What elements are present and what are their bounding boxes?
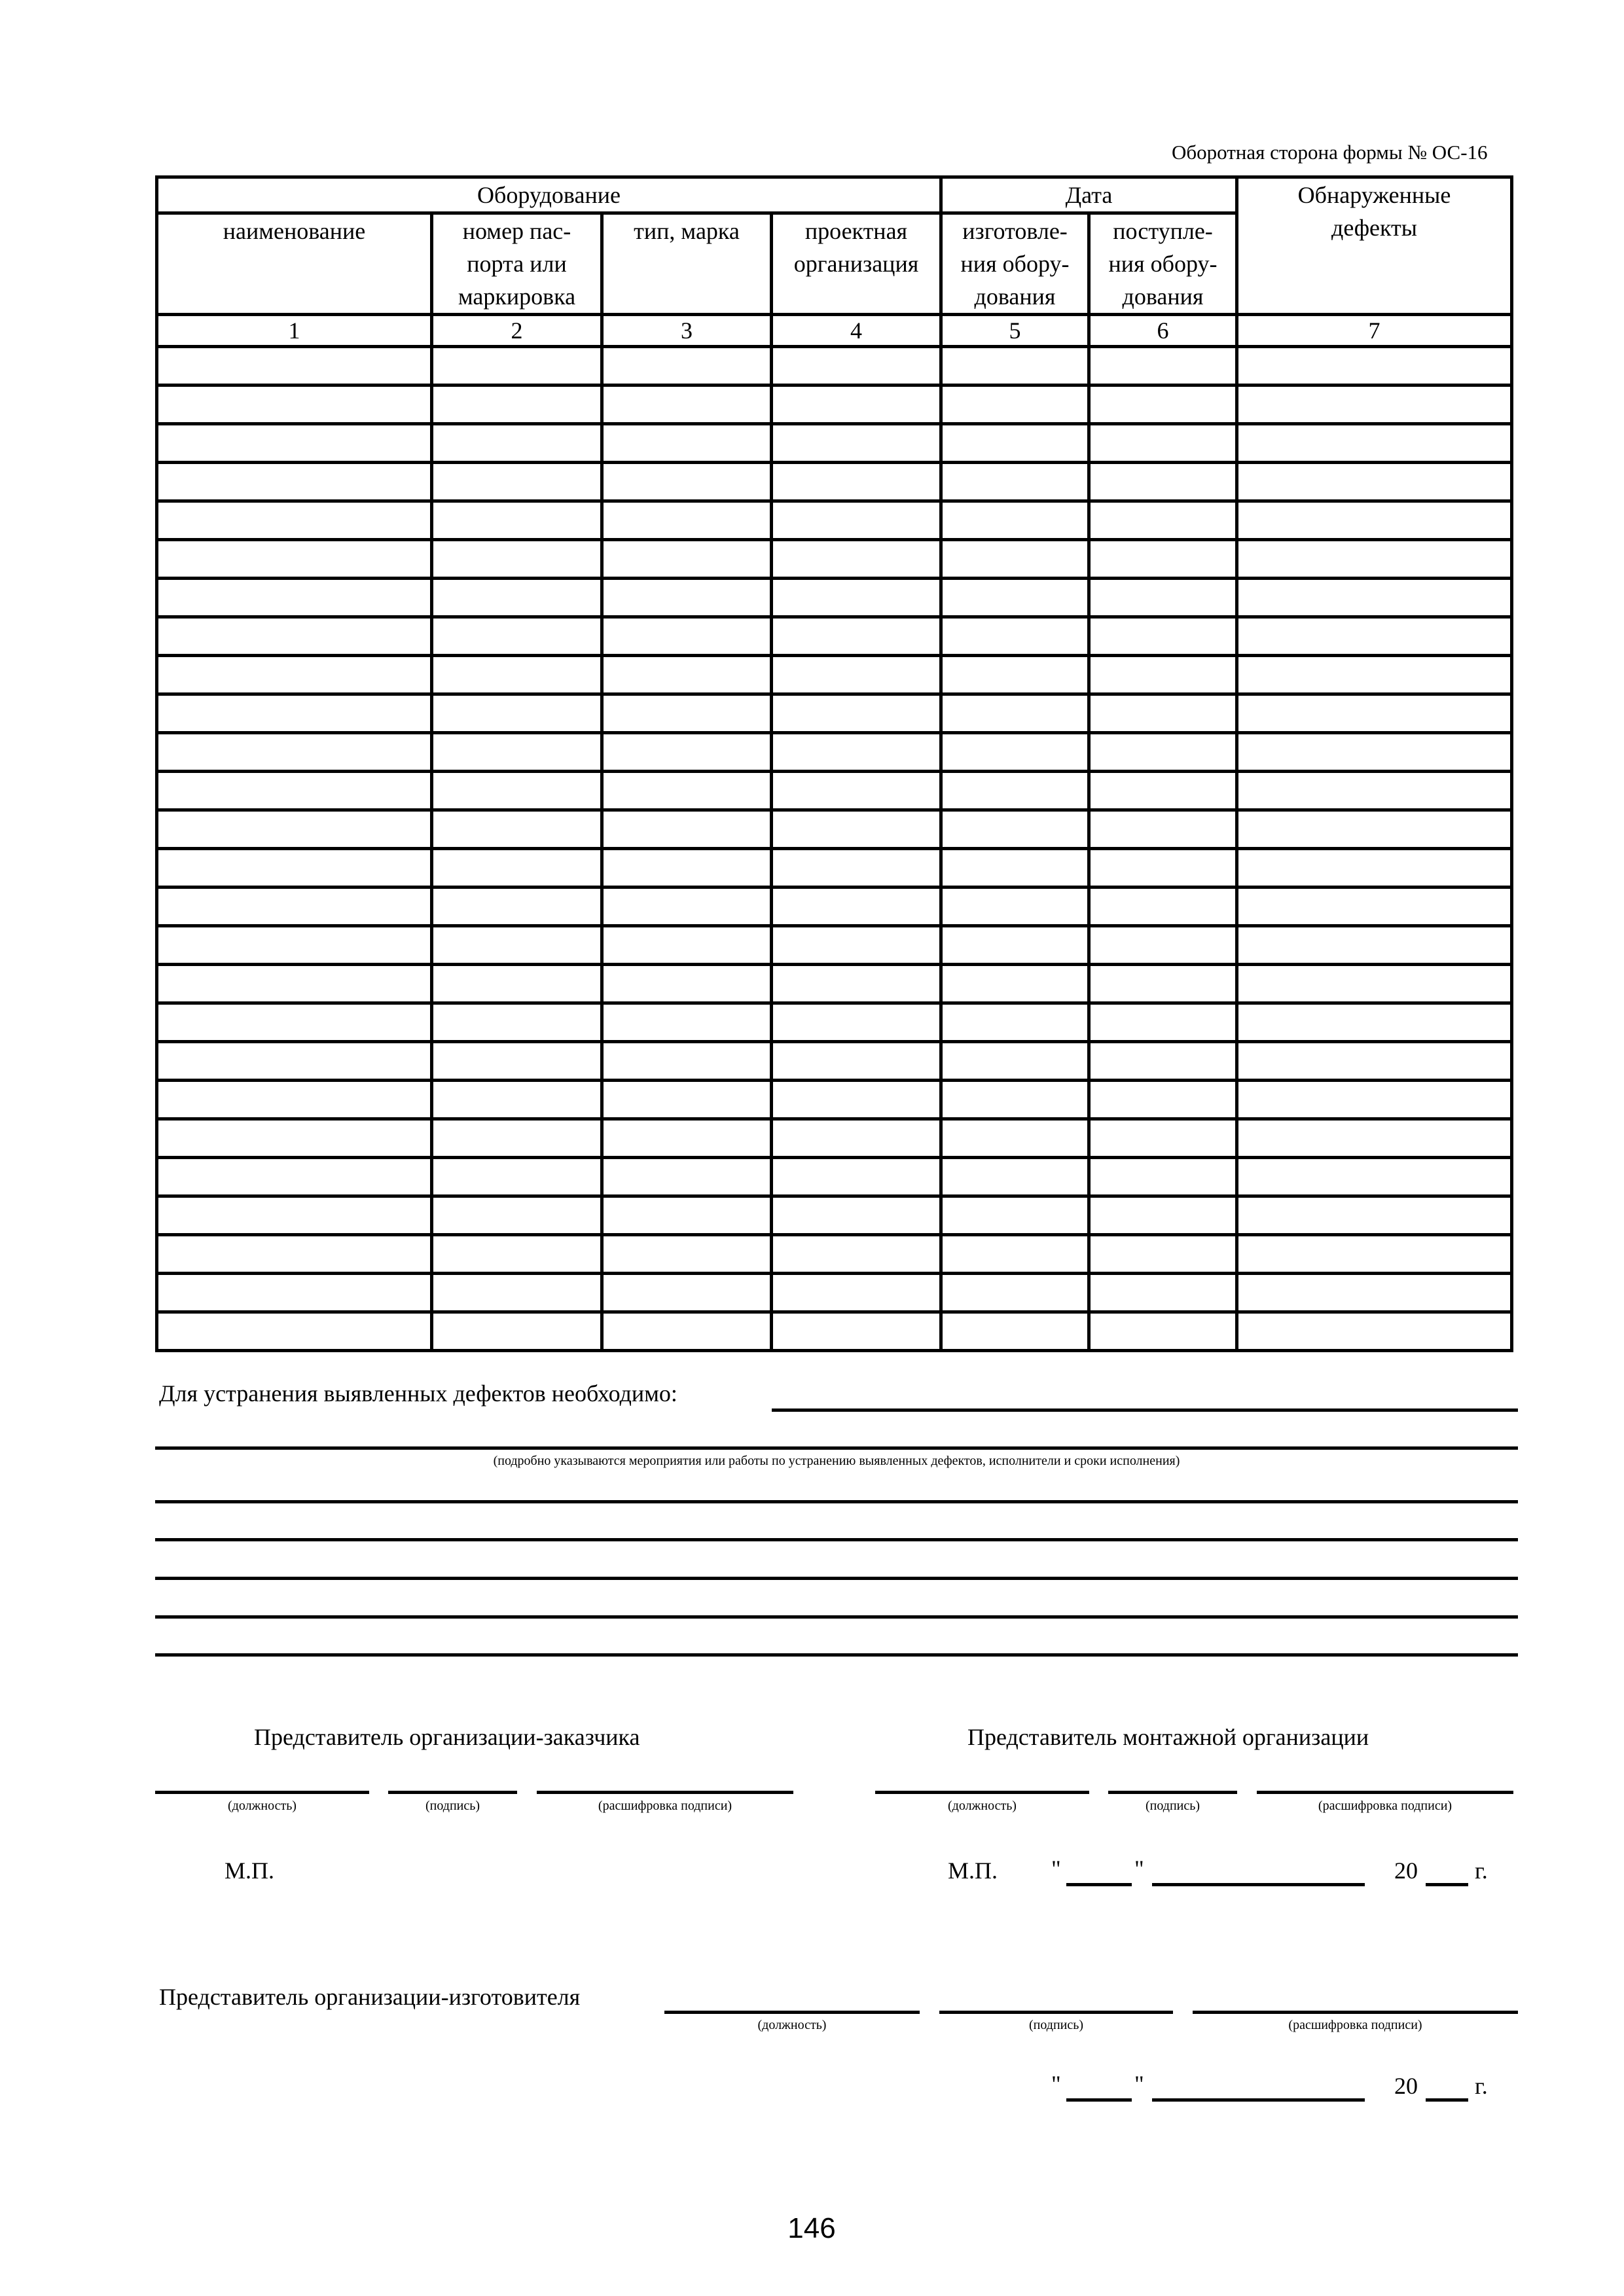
table-cell[interactable]: [432, 617, 602, 656]
table-cell[interactable]: [602, 463, 772, 501]
received-column-header: поступле-ния обору-дования: [1089, 213, 1237, 315]
table-cell[interactable]: [772, 1196, 941, 1235]
table-row: [157, 1196, 1512, 1235]
defects-fill-line[interactable]: [155, 1615, 1518, 1619]
installer-signature-line[interactable]: [1108, 1791, 1237, 1794]
table-cell[interactable]: [432, 1042, 602, 1081]
defects-fill-line[interactable]: [155, 1538, 1518, 1541]
table-cell[interactable]: [941, 1119, 1089, 1158]
column-number: 6: [1089, 315, 1237, 347]
table-cell[interactable]: [157, 386, 432, 424]
table-cell[interactable]: [157, 849, 432, 888]
manufacturer-decoding-line[interactable]: [1193, 2011, 1518, 2014]
table-cell[interactable]: [1237, 579, 1512, 617]
table-cell[interactable]: [1089, 540, 1237, 579]
defects-fill-line[interactable]: [155, 1446, 1518, 1450]
table-cell[interactable]: [157, 1312, 432, 1351]
table-row: [157, 347, 1512, 386]
table-cell[interactable]: [941, 1235, 1089, 1274]
column-number: 7: [1237, 315, 1512, 347]
table-cell[interactable]: [602, 1158, 772, 1196]
table-cell[interactable]: [602, 733, 772, 772]
table-cell[interactable]: [1089, 1003, 1237, 1042]
table-cell[interactable]: [1089, 888, 1237, 926]
customer-signature-caption: (подпись): [425, 1799, 480, 1813]
table-cell[interactable]: [941, 1158, 1089, 1196]
table-cell[interactable]: [941, 501, 1089, 540]
table-cell[interactable]: [157, 888, 432, 926]
table-cell[interactable]: [157, 540, 432, 579]
table-cell[interactable]: [602, 579, 772, 617]
installer-signature-caption: (подпись): [1145, 1799, 1200, 1813]
table-cell[interactable]: [772, 347, 941, 386]
table-cell[interactable]: [602, 1003, 772, 1042]
defects-column-header: Обнаруженные дефекты: [1237, 177, 1512, 315]
design-org-column-header: проектная организация: [772, 213, 941, 315]
table-cell[interactable]: [941, 1196, 1089, 1235]
table-cell[interactable]: [432, 1158, 602, 1196]
table-cell[interactable]: [1237, 1312, 1512, 1351]
table-cell[interactable]: [1237, 1274, 1512, 1312]
group-date-header: Дата: [941, 177, 1237, 213]
form-note: Оборотная сторона формы № ОС-16: [1172, 141, 1488, 164]
customer-stamp: М.П.: [225, 1857, 275, 1884]
table-cell[interactable]: [941, 579, 1089, 617]
table-cell[interactable]: [602, 1196, 772, 1235]
table-cell[interactable]: [1089, 1274, 1237, 1312]
table-row: [157, 694, 1512, 733]
table-cell[interactable]: [602, 965, 772, 1003]
defects-fill-line[interactable]: [155, 1577, 1518, 1580]
table-cell[interactable]: [1089, 386, 1237, 424]
table-cell[interactable]: [941, 656, 1089, 694]
manufacturer-position-line[interactable]: [664, 2011, 920, 2014]
table-cell[interactable]: [157, 617, 432, 656]
page-number: 146: [787, 2212, 836, 2244]
name-column-header: наименование: [157, 213, 432, 315]
table-cell[interactable]: [1089, 1158, 1237, 1196]
table-cell[interactable]: [941, 1081, 1089, 1119]
table-cell[interactable]: [432, 888, 602, 926]
table-cell[interactable]: [1089, 694, 1237, 733]
table-cell[interactable]: [941, 733, 1089, 772]
table-cell[interactable]: [602, 926, 772, 965]
table-cell[interactable]: [432, 849, 602, 888]
table-cell[interactable]: [1089, 772, 1237, 810]
table-cell[interactable]: [432, 656, 602, 694]
table-cell[interactable]: [157, 926, 432, 965]
table-cell[interactable]: [157, 1158, 432, 1196]
group-equipment-header: Оборудование: [157, 177, 941, 213]
table-cell[interactable]: [157, 1274, 432, 1312]
table-cell[interactable]: [772, 694, 941, 733]
installer-position-caption: (должность): [948, 1799, 1017, 1813]
table-cell[interactable]: [772, 1042, 941, 1081]
table-cell[interactable]: [602, 617, 772, 656]
table-cell[interactable]: [941, 347, 1089, 386]
table-cell[interactable]: [772, 1312, 941, 1351]
table-row: [157, 926, 1512, 965]
table-cell[interactable]: [941, 772, 1089, 810]
customer-decoding-line[interactable]: [537, 1791, 793, 1794]
table-cell[interactable]: [602, 1042, 772, 1081]
table-cell[interactable]: [1237, 463, 1512, 501]
customer-rep-title: Представитель организации-заказчика: [254, 1724, 640, 1750]
manufacturer-signature-line[interactable]: [939, 2011, 1173, 2014]
table-row: [157, 965, 1512, 1003]
table-cell[interactable]: [1237, 424, 1512, 463]
table-cell[interactable]: [1089, 733, 1237, 772]
table-cell[interactable]: [1237, 888, 1512, 926]
customer-decoding-caption: (расшифровка подписи): [598, 1799, 732, 1813]
table-cell[interactable]: [1237, 1196, 1512, 1235]
table-cell[interactable]: [941, 849, 1089, 888]
defects-hint: (подробно указываются мероприятия или работы по устранению выявленных дефектов, исполнители и сроки исполнения): [493, 1454, 1180, 1468]
table-cell[interactable]: [941, 694, 1089, 733]
table-cell[interactable]: [432, 694, 602, 733]
table-row: [157, 617, 1512, 656]
table-cell[interactable]: [432, 347, 602, 386]
table-cell[interactable]: [772, 424, 941, 463]
table-row: [157, 772, 1512, 810]
equipment-table: [155, 175, 1513, 1352]
date-day-line[interactable]: [1066, 1883, 1132, 1886]
table-cell[interactable]: [1089, 810, 1237, 849]
table-cell[interactable]: [772, 926, 941, 965]
table-cell[interactable]: [772, 849, 941, 888]
table-cell[interactable]: [432, 772, 602, 810]
table-cell[interactable]: [432, 733, 602, 772]
table-row: [157, 1312, 1512, 1351]
table-cell[interactable]: [157, 1119, 432, 1158]
table-cell[interactable]: [602, 386, 772, 424]
table-cell[interactable]: [432, 1235, 602, 1274]
table-cell[interactable]: [602, 1312, 772, 1351]
table-cell[interactable]: [1089, 1235, 1237, 1274]
table-cell[interactable]: [772, 579, 941, 617]
table-cell[interactable]: [941, 1003, 1089, 1042]
table-cell[interactable]: [1089, 656, 1237, 694]
table-cell[interactable]: [1089, 1042, 1237, 1081]
installer-decoding-line[interactable]: [1257, 1791, 1513, 1794]
table-cell[interactable]: [157, 579, 432, 617]
table-cell[interactable]: [602, 1274, 772, 1312]
defects-fill-line[interactable]: [155, 1500, 1518, 1503]
table-cell[interactable]: [1237, 386, 1512, 424]
table-cell[interactable]: [157, 463, 432, 501]
table-cell[interactable]: [941, 926, 1089, 965]
manufactured-column-header: изготовле-ния обору-дования: [941, 213, 1089, 315]
table-row: [157, 1081, 1512, 1119]
table-cell[interactable]: [941, 617, 1089, 656]
table-row: [157, 386, 1512, 424]
table-cell[interactable]: [602, 424, 772, 463]
table-cell[interactable]: [1237, 965, 1512, 1003]
table-cell[interactable]: [941, 1042, 1089, 1081]
table-cell[interactable]: [157, 965, 432, 1003]
table-cell[interactable]: [602, 849, 772, 888]
table-cell[interactable]: [602, 656, 772, 694]
table-cell[interactable]: [432, 810, 602, 849]
table-cell[interactable]: [157, 694, 432, 733]
table-cell[interactable]: [1237, 810, 1512, 849]
column-number: 5: [941, 315, 1089, 347]
table-cell[interactable]: [602, 888, 772, 926]
table-cell[interactable]: [1237, 733, 1512, 772]
table-cell[interactable]: [941, 888, 1089, 926]
table-cell[interactable]: [157, 1042, 432, 1081]
date-month-line[interactable]: [1152, 1883, 1365, 1886]
table-cell[interactable]: [157, 656, 432, 694]
table-cell[interactable]: [432, 1003, 602, 1042]
column-number: 3: [602, 315, 772, 347]
table-cell[interactable]: [602, 1119, 772, 1158]
table-cell[interactable]: [157, 424, 432, 463]
table-cell[interactable]: [602, 1081, 772, 1119]
table-cell[interactable]: [772, 1235, 941, 1274]
table-row: [157, 1119, 1512, 1158]
table-row: [157, 1042, 1512, 1081]
table-cell[interactable]: [157, 810, 432, 849]
date-year-prefix: 20: [1394, 2073, 1418, 2099]
table-cell[interactable]: [1089, 617, 1237, 656]
table-cell[interactable]: [432, 926, 602, 965]
table-cell[interactable]: [602, 772, 772, 810]
table-cell[interactable]: [157, 347, 432, 386]
table-cell[interactable]: [432, 579, 602, 617]
customer-position-line[interactable]: [155, 1791, 369, 1794]
table-cell[interactable]: [1089, 579, 1237, 617]
table-cell[interactable]: [941, 540, 1089, 579]
table-cell[interactable]: [1089, 1312, 1237, 1351]
table-cell[interactable]: [1237, 926, 1512, 965]
table-cell[interactable]: [157, 772, 432, 810]
table-cell[interactable]: [157, 1003, 432, 1042]
table-cell[interactable]: [941, 1274, 1089, 1312]
date-day-line[interactable]: [1066, 2098, 1132, 2102]
manufacturer-signature-caption: (подпись): [1028, 2018, 1084, 2032]
table-cell[interactable]: [1237, 849, 1512, 888]
table-cell[interactable]: [772, 463, 941, 501]
date-year-line[interactable]: [1426, 2098, 1468, 2102]
table-cell[interactable]: [1089, 926, 1237, 965]
table-cell[interactable]: [432, 1312, 602, 1351]
table-row: [157, 1235, 1512, 1274]
table-cell[interactable]: [602, 540, 772, 579]
installer-position-line[interactable]: [875, 1791, 1089, 1794]
table-row: [157, 1274, 1512, 1312]
date-year-suffix: г.: [1475, 2073, 1488, 2099]
table-cell[interactable]: [432, 1119, 602, 1158]
table-cell[interactable]: [1237, 540, 1512, 579]
table-cell[interactable]: [772, 888, 941, 926]
table-cell[interactable]: [772, 810, 941, 849]
table-cell[interactable]: [1237, 694, 1512, 733]
table-row: [157, 656, 1512, 694]
table-cell[interactable]: [1237, 501, 1512, 540]
table-cell[interactable]: [602, 810, 772, 849]
table-row: [157, 1003, 1512, 1042]
table-cell[interactable]: [941, 1312, 1089, 1351]
date-year-suffix: г.: [1475, 1857, 1488, 1884]
date-year-prefix: 20: [1394, 1857, 1418, 1884]
table-cell[interactable]: [772, 501, 941, 540]
type-column-header: тип, марка: [602, 213, 772, 315]
table-cell[interactable]: [1089, 1196, 1237, 1235]
table-cell[interactable]: [1237, 656, 1512, 694]
table-cell[interactable]: [1089, 463, 1237, 501]
table-cell[interactable]: [1237, 1119, 1512, 1158]
table-cell[interactable]: [157, 733, 432, 772]
table-cell[interactable]: [1089, 501, 1237, 540]
table-cell[interactable]: [602, 501, 772, 540]
table-row: [157, 501, 1512, 540]
customer-position-caption: (должность): [228, 1799, 297, 1813]
table-cell[interactable]: [432, 463, 602, 501]
table-cell[interactable]: [941, 810, 1089, 849]
table-row: [157, 424, 1512, 463]
table-cell[interactable]: [157, 1235, 432, 1274]
table-cell[interactable]: [432, 386, 602, 424]
table-row: [157, 849, 1512, 888]
manufacturer-decoding-caption: (расшифровка подписи): [1288, 2018, 1422, 2032]
date-month-line[interactable]: [1152, 2098, 1365, 2102]
table-cell[interactable]: [772, 386, 941, 424]
table-row: [157, 1158, 1512, 1196]
table-cell[interactable]: [432, 501, 602, 540]
defects-label: Для устранения выявленных дефектов необходимо:: [159, 1380, 677, 1407]
date-year-line[interactable]: [1426, 1883, 1468, 1886]
table-cell[interactable]: [1237, 1081, 1512, 1119]
table-cell[interactable]: [772, 540, 941, 579]
table-cell[interactable]: [941, 424, 1089, 463]
table-cell[interactable]: [941, 386, 1089, 424]
table-cell[interactable]: [157, 1196, 432, 1235]
table-row: [157, 579, 1512, 617]
table-row: [157, 540, 1512, 579]
column-number: 2: [432, 315, 602, 347]
table-cell[interactable]: [772, 1158, 941, 1196]
table-cell[interactable]: [941, 965, 1089, 1003]
table-cell[interactable]: [1089, 1119, 1237, 1158]
table-cell[interactable]: [772, 656, 941, 694]
manufacturer-rep-title: Представитель организации-изготовителя: [159, 1984, 581, 2010]
table-cell[interactable]: [602, 1235, 772, 1274]
table-cell[interactable]: [772, 617, 941, 656]
table-cell[interactable]: [1089, 347, 1237, 386]
defects-fill-line[interactable]: [772, 1408, 1518, 1412]
date-open-quote: ": [1051, 2071, 1061, 2097]
table-cell[interactable]: [432, 1196, 602, 1235]
table-cell[interactable]: [772, 1274, 941, 1312]
table-cell[interactable]: [772, 1119, 941, 1158]
table-cell[interactable]: [1089, 849, 1237, 888]
table-cell[interactable]: [1237, 1042, 1512, 1081]
table-cell[interactable]: [1237, 347, 1512, 386]
table-cell[interactable]: [772, 772, 941, 810]
manufacturer-position-caption: (должность): [757, 2018, 827, 2032]
table-row: [157, 733, 1512, 772]
column-number: 4: [772, 315, 941, 347]
defects-fill-line[interactable]: [155, 1653, 1518, 1657]
installer-rep-title: Представитель монтажной организации: [967, 1724, 1369, 1750]
table-row: [157, 888, 1512, 926]
table-cell[interactable]: [602, 347, 772, 386]
table-cell[interactable]: [432, 540, 602, 579]
table-cell[interactable]: [1089, 424, 1237, 463]
table-cell[interactable]: [1237, 1235, 1512, 1274]
date-close-quote: ": [1134, 2071, 1144, 2097]
installer-decoding-caption: (расшифровка подписи): [1318, 1799, 1453, 1813]
table-cell[interactable]: [772, 1003, 941, 1042]
table-cell[interactable]: [1237, 1158, 1512, 1196]
table-cell[interactable]: [941, 463, 1089, 501]
table-cell[interactable]: [772, 733, 941, 772]
date-close-quote: ": [1134, 1856, 1144, 1882]
table-cell[interactable]: [432, 1081, 602, 1119]
table-cell[interactable]: [157, 1081, 432, 1119]
table-cell[interactable]: [432, 1274, 602, 1312]
table-row: [157, 463, 1512, 501]
table-row: [157, 810, 1512, 849]
table-cell[interactable]: [1237, 1003, 1512, 1042]
table-cell[interactable]: [432, 965, 602, 1003]
passport-column-header: номер пас-порта или маркировка: [432, 213, 602, 315]
table-cell[interactable]: [602, 694, 772, 733]
table-cell[interactable]: [1089, 1081, 1237, 1119]
table-cell[interactable]: [772, 965, 941, 1003]
installer-stamp: М.П.: [948, 1857, 998, 1884]
table-cell[interactable]: [1237, 617, 1512, 656]
table-cell[interactable]: [432, 424, 602, 463]
table-cell[interactable]: [1237, 772, 1512, 810]
date-open-quote: ": [1051, 1856, 1061, 1882]
table-cell[interactable]: [157, 501, 432, 540]
column-number: 1: [157, 315, 432, 347]
table-cell[interactable]: [772, 1081, 941, 1119]
table-cell[interactable]: [1089, 965, 1237, 1003]
customer-signature-line[interactable]: [388, 1791, 517, 1794]
